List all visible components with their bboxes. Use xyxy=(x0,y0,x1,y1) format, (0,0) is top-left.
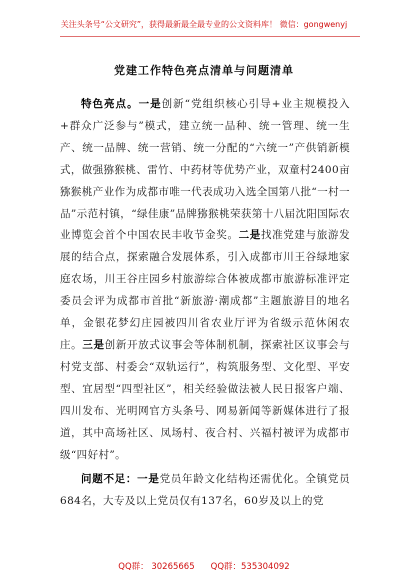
problems-paragraph xyxy=(60,469,350,513)
highlights-heading: 特色亮点。 xyxy=(81,98,139,110)
highlights-paragraph xyxy=(60,94,350,466)
point-marker: 一是 xyxy=(137,473,160,486)
header-banner: 关注头条号“公文研究”，获得最新最全最专业的公文资料库！ 微信：gongwenyj xyxy=(60,20,348,29)
problems-heading: 问题不足： xyxy=(81,473,138,486)
highlight-text-2: 找准党建与旅游发展的结合点，探索融合发展体系，引入成都市川王谷绿地家庭农场，川王谷庄园乡村旅游综合体被成都市旅游标准评定委员会评为成都市首批“新旅游·潮成都”主题旅游目的地名单，金银花梦幻庄园被四川省农业厅评为省级示范休闲农庄。 xyxy=(60,229,350,351)
point-marker: 一是 xyxy=(138,98,162,110)
header-divider xyxy=(60,36,360,37)
highlight-text-3: 创新开放式议事会等体制机制，探索社区议事会与村党支部、村委会“双轨运行”，构筑服务型、文化型、平安型、宜居型“四型社区”，相关经验做法被人民日报客户端、四川发布、光明网官方头条号、网易新闻等新媒体进行了报道，其中高场社区、凤场村、夜合村、兴福村被评为成都市级“四好村”。 xyxy=(60,338,350,461)
footer-qq-group-1: QQ群： 30265665 xyxy=(118,562,195,572)
highlight-text-1: 创新“党组织核心引导+业主规模投入+群众广泛参与”模式，建立统一品种、统一管理、统一生产、统一品牌、统一营销、统一分配的“六统一”产供销新模式，做强猕猴桃、雷竹、中药材等优势产业，双童村2400亩猕猴桃产业作为成都市唯一代表成功入选全国第八批“一村一品”示范村镇，“绿佳康”品牌猕猴桃荣获第十八届沈阳国际农业博览会首个中国农民丰收节金奖。 xyxy=(60,98,350,242)
footer-qq-group-2: QQ群：535304092 xyxy=(210,562,290,572)
problem-text-1: 党员年龄文化结构还需优化。全镇党员684名，大专及以上党员仅有137名，60岁及以上的党 xyxy=(60,473,350,508)
document-title: 党建工作特色亮点清单与问题清单 xyxy=(114,64,294,77)
point-marker: 二是 xyxy=(238,229,261,242)
document-body xyxy=(60,94,350,513)
footer-contact xyxy=(0,560,408,572)
point-marker: 三是 xyxy=(82,338,105,351)
